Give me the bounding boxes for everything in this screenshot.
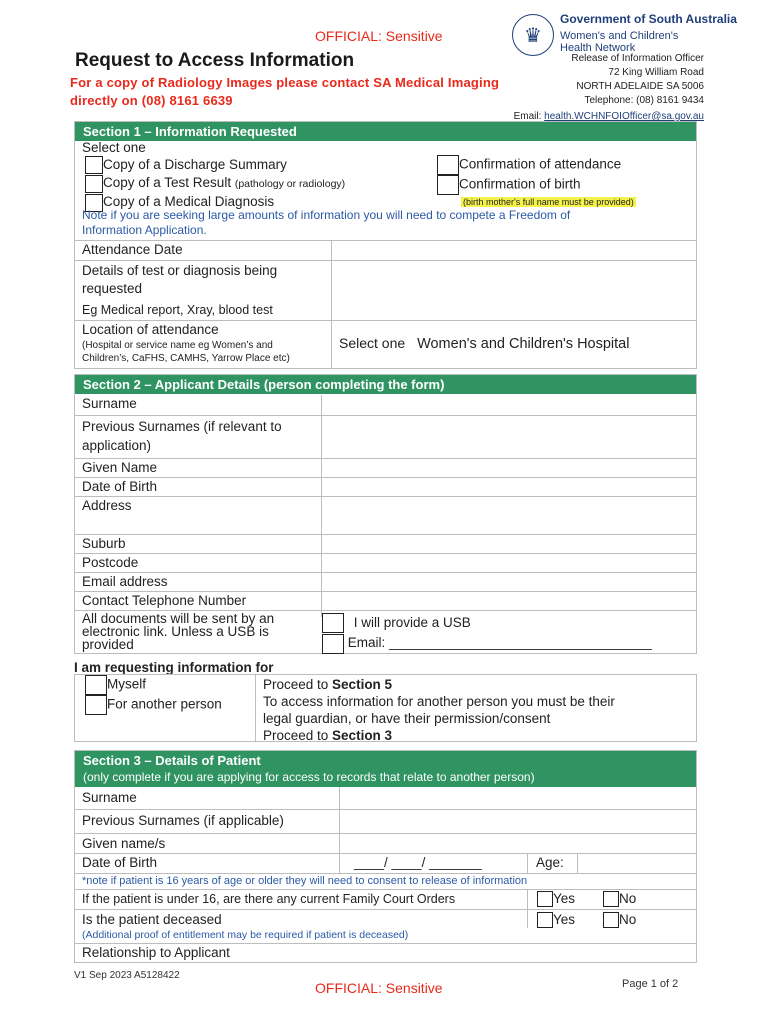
delivery-row <box>75 610 696 654</box>
court-orders-row <box>75 889 696 909</box>
foi-note <box>82 208 570 238</box>
details-label-line2: requested <box>82 281 143 296</box>
sa-government-crest-icon: ♛ <box>512 14 554 56</box>
patient-previous-input[interactable] <box>340 810 696 833</box>
section-3 <box>74 750 697 963</box>
applicant-fields <box>75 395 696 653</box>
section-2 <box>74 374 697 654</box>
option-confirmation-attendance[interactable] <box>437 155 636 175</box>
applicant-address-row <box>75 496 696 534</box>
checkbox[interactable] <box>603 912 619 928</box>
checkbox[interactable] <box>85 175 103 193</box>
another-action-target: Section 3 <box>332 728 393 743</box>
option-confirmation-birth[interactable] <box>437 175 636 195</box>
applicant-address-input[interactable] <box>322 497 696 534</box>
address-line1: Release of Information Officer <box>571 53 704 64</box>
checkbox[interactable] <box>85 695 107 715</box>
option-test-result[interactable] <box>85 174 345 193</box>
network-line2: Health Network <box>560 42 636 54</box>
checkbox[interactable] <box>85 156 103 174</box>
applicant-address-label: Address <box>82 498 132 513</box>
request-options-left <box>85 156 345 212</box>
consent-note: *note if patient is 16 years of age or older they will need to consent to release of information <box>82 875 528 887</box>
address-line2: 72 King William Road <box>608 67 704 78</box>
court-orders-yes[interactable] <box>537 891 575 907</box>
applicant-surname-input[interactable] <box>322 395 696 415</box>
myself-action <box>263 676 615 693</box>
applicant-postcode-input[interactable] <box>322 554 696 572</box>
details-input[interactable] <box>332 261 696 320</box>
email-label: Email: <box>513 111 542 122</box>
patient-given-row <box>75 833 696 853</box>
applicant-suburb-input[interactable] <box>322 535 696 553</box>
section-1-heading: Section 1 – Information Requested <box>75 122 696 141</box>
details-row <box>75 260 696 320</box>
patient-dob-row <box>75 853 696 873</box>
section-2-heading: Section 2 – Applicant Details (person completing the form) <box>75 375 696 394</box>
contact-email-link[interactable]: health.WCHNFOIOfficer@sa.gov.au <box>544 111 704 122</box>
applicant-phone-label: Contact Telephone Number <box>82 593 247 608</box>
applicant-dob-row <box>75 477 696 496</box>
another-action <box>263 727 615 744</box>
location-select-value: Women's and Children's Hospital <box>417 336 630 352</box>
delivery-line1: All documents will be sent by an <box>82 611 275 626</box>
section-3-heading <box>75 751 696 787</box>
another-text-line1: To access information for another person you must be their <box>263 694 615 709</box>
delivery-line2: electronic link. Unless a USB is <box>82 624 269 639</box>
location-label-cell <box>75 321 330 369</box>
yes-label: Yes <box>553 891 576 906</box>
applicant-postcode-label: Postcode <box>82 555 139 570</box>
classification-bottom: OFFICIAL: Sensitive <box>315 980 443 996</box>
court-orders-no[interactable] <box>603 891 636 907</box>
applicant-email-row <box>75 572 696 591</box>
patient-previous-row <box>75 809 696 833</box>
applicant-previous-row <box>75 415 696 455</box>
patient-dob-input[interactable]: ____/ ____/ _______ <box>354 855 482 870</box>
checkbox[interactable] <box>537 912 553 928</box>
usb-option[interactable] <box>322 613 652 633</box>
gov-branding <box>560 12 737 54</box>
location-label: Location of attendance <box>82 322 219 337</box>
option-note: (pathology or radiology) <box>234 178 346 191</box>
requesting-box <box>74 674 697 742</box>
checkbox[interactable] <box>437 175 459 195</box>
myself-label: Myself <box>107 676 147 692</box>
myself-action-prefix: Proceed to <box>263 677 333 692</box>
section-3-subtitle: (only complete if you are applying for access to records that relate to another person) <box>83 770 535 784</box>
patient-age-label: Age: <box>536 855 564 870</box>
applicant-surname-label: Surname <box>82 396 137 411</box>
requesting-instructions <box>263 676 615 744</box>
option-label: Copy of a Test Result <box>103 175 232 191</box>
option-label: Confirmation of birth <box>459 176 581 192</box>
no-label: No <box>619 912 637 927</box>
applicant-surname-row <box>75 395 696 415</box>
applicant-given-input[interactable] <box>322 459 696 477</box>
applicant-suburb-row <box>75 534 696 553</box>
page-title: Request to Access Information <box>75 50 355 71</box>
option-myself[interactable] <box>85 675 222 695</box>
applicant-previous-label <box>75 416 289 455</box>
applicant-previous-line1: Previous Surnames (if relevant to <box>82 419 282 434</box>
patient-age-input[interactable] <box>578 854 696 873</box>
no-label: No <box>619 891 637 906</box>
attendance-date-input[interactable] <box>332 241 696 260</box>
deceased-question: Is the patient deceased <box>82 912 222 927</box>
patient-given-input[interactable] <box>340 834 696 853</box>
location-hint-line1: (Hospital or service name eg Women’s and <box>82 340 273 351</box>
contact-phone: Telephone: (08) 8161 9434 <box>584 95 704 106</box>
attendance-date-row <box>75 240 696 260</box>
attendance-date-label: Attendance Date <box>82 242 183 257</box>
deceased-yes[interactable] <box>537 912 575 928</box>
radiology-note-line2: directly on (08) 8161 6639 <box>70 93 233 108</box>
section-3-title: Section 3 – Details of Patient <box>83 753 261 768</box>
patient-previous-label: Previous Surnames (if applicable) <box>82 813 284 828</box>
details-label <box>75 261 330 320</box>
applicant-given-row <box>75 458 696 477</box>
relationship-label: Relationship to Applicant <box>82 945 230 960</box>
patient-given-label: Given name/s <box>82 836 166 851</box>
form-version: V1 Sep 2023 A5128422 <box>74 970 180 981</box>
applicant-dob-label: Date of Birth <box>82 479 158 494</box>
another-action-prefix: Proceed to <box>263 728 333 743</box>
radiology-note-line1: For a copy of Radiology Images please contact SA Medical Imaging <box>70 75 500 90</box>
patient-dob-label: Date of Birth <box>82 855 158 870</box>
applicant-email-input[interactable] <box>322 573 696 591</box>
applicant-phone-row <box>75 591 696 610</box>
delivery-line3: provided <box>82 637 134 652</box>
location-select-label: Select one <box>339 335 406 351</box>
patient-surname-label: Surname <box>82 790 137 805</box>
checkbox[interactable] <box>603 891 619 907</box>
patient-surname-input[interactable] <box>340 787 696 809</box>
deceased-no[interactable] <box>603 912 636 928</box>
delivery-note <box>75 611 281 654</box>
request-options-right <box>437 155 636 208</box>
option-label: Copy of a Medical Diagnosis <box>103 194 275 210</box>
checkbox[interactable] <box>322 634 344 654</box>
relationship-row <box>75 943 696 963</box>
usb-option-label: I will provide a USB <box>353 615 471 630</box>
applicant-given-label: Given Name <box>82 460 158 475</box>
location-select[interactable] <box>332 321 696 369</box>
checkbox[interactable] <box>85 675 107 695</box>
option-label: Copy of a Discharge Summary <box>103 157 287 172</box>
patient-surname-row <box>75 787 696 809</box>
consent-note-row <box>75 873 696 889</box>
checkbox[interactable] <box>322 613 344 633</box>
details-label-line1: Details of test or diagnosis being <box>82 263 278 278</box>
gov-name: Government of South Australia <box>560 12 737 26</box>
deceased-row <box>75 909 696 943</box>
option-another-person[interactable] <box>85 695 222 715</box>
applicant-email-label: Email address <box>82 574 168 589</box>
applicant-phone-input[interactable] <box>322 592 696 610</box>
email-option[interactable] <box>322 633 652 653</box>
page-number: Page 1 of 2 <box>622 978 679 990</box>
patient-fields <box>75 787 696 962</box>
court-orders-question: If the patient is under 16, are there any current Family Court Orders <box>82 892 456 906</box>
deceased-note: (Additional proof of entitlement may be required if patient is deceased) <box>82 929 409 941</box>
requesting-options <box>85 675 222 715</box>
details-example: Eg Medical report, Xray, blood test <box>82 303 273 317</box>
checkbox[interactable] <box>537 891 553 907</box>
applicant-previous-line2: application) <box>82 438 152 453</box>
section-1 <box>74 121 697 369</box>
radiology-note <box>70 74 499 110</box>
option-discharge-summary[interactable] <box>85 156 345 174</box>
network-line1: Women's and Children's <box>560 30 679 42</box>
another-label: For another person <box>107 696 222 712</box>
location-row <box>75 320 696 369</box>
option-label: Confirmation of attendance <box>459 156 622 172</box>
location-hint-line2: Children’s, CaFHS, CAMHS, Yarrow Place etc) <box>82 353 290 364</box>
contact-address <box>514 52 704 124</box>
another-text-line2: legal guardian, or have their permission/consent <box>263 711 551 726</box>
foi-note-line2: Information Application. <box>82 223 207 237</box>
email-option-label: Email: ___________________________________ <box>347 635 652 651</box>
foi-note-line1: Note if you are seeking large amounts of information you will need to compete a Freedom of <box>82 208 571 222</box>
classification-top: OFFICIAL: Sensitive <box>315 28 443 44</box>
myself-action-target: Section 5 <box>332 677 393 692</box>
address-line3: NORTH ADELAIDE SA 5006 <box>576 81 704 92</box>
checkbox[interactable] <box>437 155 459 175</box>
yes-label: Yes <box>553 912 576 927</box>
applicant-suburb-label: Suburb <box>82 536 126 551</box>
applicant-dob-input[interactable] <box>322 478 696 496</box>
applicant-postcode-row <box>75 553 696 572</box>
requesting-heading: I am requesting information for <box>74 660 274 675</box>
select-one-label: Select one <box>82 140 146 155</box>
applicant-previous-input[interactable] <box>322 416 696 455</box>
location-hint <box>82 339 323 365</box>
delivery-options <box>322 613 652 654</box>
birth-mother-note: (birth mother's full name must be provided) <box>463 197 634 207</box>
deceased-label-cell <box>75 910 415 943</box>
